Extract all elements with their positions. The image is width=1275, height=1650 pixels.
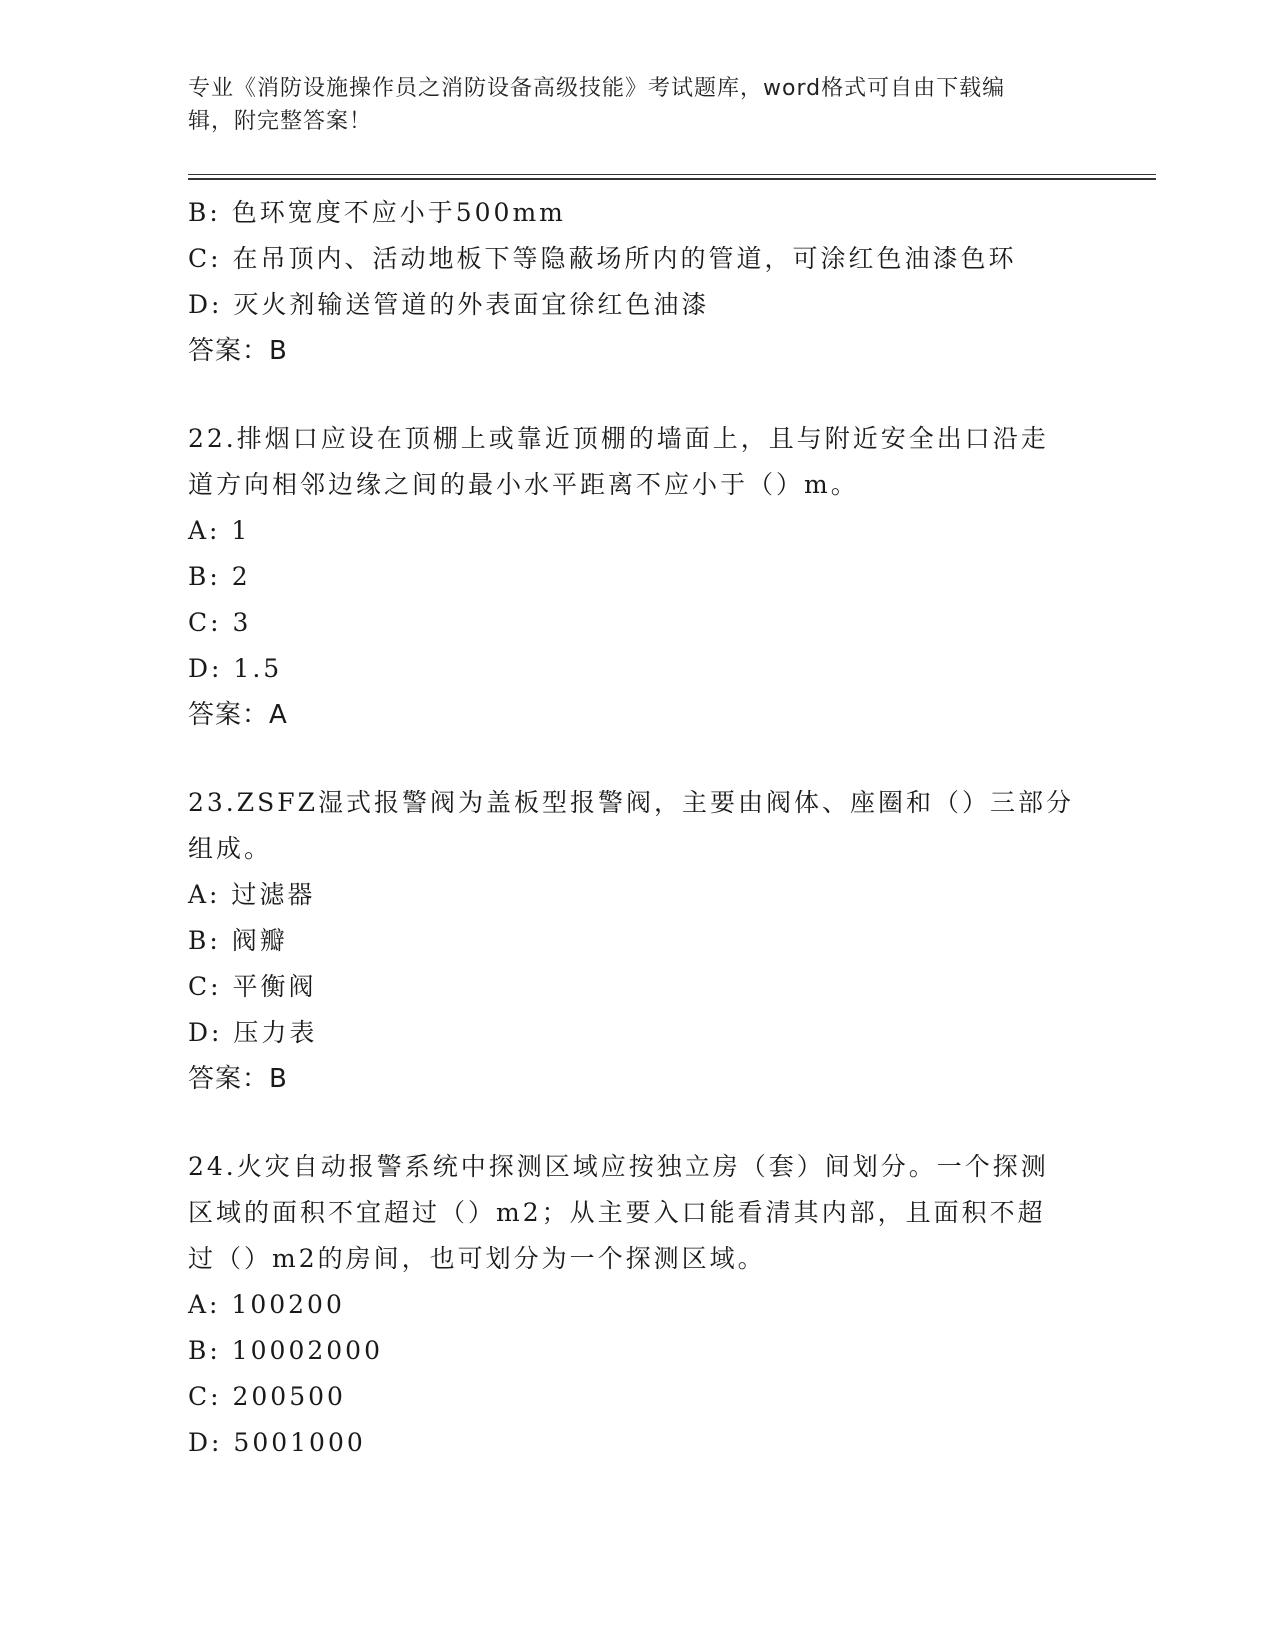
question-line: 22.排烟口应设在顶棚上或靠近顶棚的墙面上，且与附近安全出口沿走: [188, 424, 1049, 453]
option-d: D: 5001000: [188, 1428, 366, 1457]
option-b: B: 2: [188, 562, 251, 591]
option-b: B: 10002000: [188, 1336, 383, 1365]
prev-question-block: [188, 190, 1088, 374]
option-c: C: 200500: [188, 1382, 346, 1411]
question-line: 23.ZSFZ湿式报警阀为盖板型报警阀，主要由阀体、座圈和（）三部分: [188, 788, 1074, 817]
question-line: 过（）m2的房间，也可划分为一个探测区域。: [188, 1244, 766, 1273]
answer-line: 答案：A: [188, 700, 288, 730]
document-content: [188, 190, 1088, 1466]
question-24-text: [188, 1144, 1088, 1282]
question-23-block: [188, 780, 1088, 1102]
option-a: A: 1: [188, 516, 251, 545]
header-line-1: 专业《消防设施操作员之消防设备高级技能》考试题库，word格式可自由下载编: [188, 76, 1006, 101]
option-b: B: 色环宽度不应小于500mm: [188, 198, 566, 227]
header-rule-thick: [188, 178, 1156, 180]
document-header: [188, 72, 1088, 138]
answer-line: 答案：B: [188, 336, 288, 366]
option-a: A: 过滤器: [188, 880, 316, 909]
question-line: 道方向相邻边缘之间的最小水平距离不应小于（）m。: [188, 470, 859, 499]
option-c: C: 在吊顶内、活动地板下等隐蔽场所内的管道，可涂红色油漆色环: [188, 244, 1017, 273]
option-c: C: 3: [188, 608, 252, 637]
question-22-block: [188, 416, 1088, 738]
answer-line: 答案：B: [188, 1064, 288, 1094]
option-d: D: 1.5: [188, 654, 283, 683]
option-b: B: 阀瓣: [188, 926, 288, 955]
question-22-text: [188, 416, 1088, 508]
header-line-2: 辑，附完整答案！: [188, 109, 373, 134]
header-rule-thin: [188, 174, 1156, 175]
question-line: 区域的面积不宜超过（）m2；从主要入口能看清其内部，且面积不超: [188, 1198, 1046, 1227]
option-d: D: 压力表: [188, 1018, 318, 1047]
question-line: 24.火灾自动报警系统中探测区域应按独立房（套）间划分。一个探测: [188, 1152, 1049, 1181]
option-c: C: 平衡阀: [188, 972, 317, 1001]
question-24-block: [188, 1144, 1088, 1466]
question-23-text: [188, 780, 1088, 872]
question-line: 组成。: [188, 834, 273, 863]
option-a: A: 100200: [188, 1290, 345, 1319]
option-d: D: 灭火剂输送管道的外表面宜徐红色油漆: [188, 290, 710, 319]
